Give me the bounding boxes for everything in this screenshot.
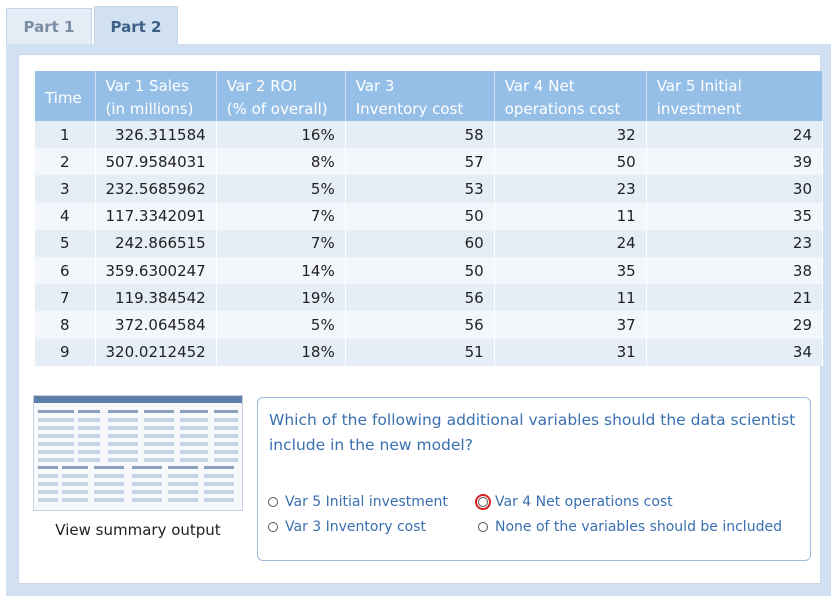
thumbnail-line	[132, 490, 162, 494]
table-row	[35, 284, 823, 311]
table-cell: 1	[35, 121, 95, 148]
thumbnail-line	[214, 450, 238, 454]
thumbnail-line	[62, 466, 88, 469]
table-cell: 18%	[216, 339, 345, 366]
thumbnail-line	[94, 474, 124, 478]
table-cell: 507.9584031	[95, 148, 216, 175]
table-cell: 56	[345, 284, 494, 311]
table-cell: 50	[345, 257, 494, 284]
table-cell: 21	[646, 284, 822, 311]
thumbnail-line	[62, 498, 88, 502]
thumbnail-line	[204, 482, 234, 486]
thumbnail-line	[168, 466, 198, 469]
thumbnail-line	[62, 474, 88, 478]
header-var3: Var 3 Inventory cost	[345, 71, 494, 121]
radio-button[interactable]	[268, 497, 278, 507]
table-row	[35, 257, 823, 284]
table-cell: 19%	[216, 284, 345, 311]
table-row	[35, 121, 823, 148]
table-cell: 11	[494, 284, 646, 311]
option-label: Var 5 Initial investment	[285, 494, 448, 510]
thumbnail-line	[108, 458, 138, 462]
table-cell: 359.6300247	[95, 257, 216, 284]
table-cell: 35	[646, 203, 822, 230]
table-cell: 39	[646, 148, 822, 175]
thumbnail-line	[204, 490, 234, 494]
thumbnail-line	[180, 442, 208, 446]
radio-button-selected[interactable]	[478, 497, 488, 507]
table-cell: 24	[646, 121, 822, 148]
thumbnail-line	[180, 458, 208, 462]
thumbnail-line	[38, 482, 58, 486]
thumbnail-line	[132, 474, 162, 478]
table-row	[35, 230, 823, 257]
thumbnail-line	[94, 482, 124, 486]
thumbnail-line	[144, 418, 174, 422]
table-row	[35, 175, 823, 202]
thumbnail-line	[108, 450, 138, 454]
thumbnail-line	[144, 450, 174, 454]
thumbnail-line	[94, 490, 124, 494]
thumbnail-line	[38, 498, 58, 502]
table-cell: 38	[646, 257, 822, 284]
table-cell: 5%	[216, 175, 345, 202]
table-cell: 16%	[216, 121, 345, 148]
table-header-row	[35, 71, 823, 121]
table-cell: 32	[494, 121, 646, 148]
thumbnail-line	[168, 482, 198, 486]
thumbnail-line	[108, 442, 138, 446]
thumbnail-line	[38, 458, 74, 462]
thumbnail-line	[214, 418, 238, 422]
table-cell: 56	[345, 311, 494, 338]
option-label: Var 3 Inventory cost	[285, 519, 426, 535]
header-var5: Var 5 Initial investment	[646, 71, 822, 121]
thumbnail-line	[38, 474, 58, 478]
table-cell: 119.384542	[95, 284, 216, 311]
table-cell: 2	[35, 148, 95, 175]
thumbnail-line	[144, 426, 174, 430]
thumbnail-line	[108, 410, 138, 413]
question-text: Which of the following additional variables should the data scientist include in the new model?	[269, 411, 796, 454]
table-cell: 31	[494, 339, 646, 366]
thumbnail-line	[144, 442, 174, 446]
table-cell: 320.0212452	[95, 339, 216, 366]
table-cell: 30	[646, 175, 822, 202]
table-cell: 9	[35, 339, 95, 366]
header-var1: Var 1 Sales (in millions)	[95, 71, 216, 121]
table-row	[35, 339, 823, 366]
content-area	[18, 54, 821, 584]
option-label: None of the variables should be included	[495, 519, 782, 535]
option-var3[interactable]	[268, 519, 426, 535]
tab-part-2[interactable]: Part 2	[94, 6, 178, 46]
thumbnail-title-bar	[34, 396, 242, 403]
tab-part-1[interactable]: Part 1	[6, 8, 92, 44]
thumbnail-line	[180, 410, 208, 413]
table-cell: 57	[345, 148, 494, 175]
thumbnail-line	[132, 466, 162, 469]
radio-button[interactable]	[478, 522, 488, 532]
thumbnail-line	[38, 410, 74, 413]
thumbnail-line	[214, 458, 238, 462]
table-cell: 7%	[216, 203, 345, 230]
header-var4: Var 4 Net operations cost	[494, 71, 646, 121]
thumbnail-line	[62, 482, 88, 486]
data-table	[35, 71, 823, 366]
table-row	[35, 203, 823, 230]
thumbnail-line	[168, 474, 198, 478]
thumbnail-line	[204, 474, 234, 478]
summary-output-thumbnail[interactable]	[33, 395, 243, 511]
thumbnail-line	[78, 434, 100, 438]
table-cell: 23	[646, 230, 822, 257]
table-cell: 53	[345, 175, 494, 202]
thumbnail-line	[38, 490, 58, 494]
option-none[interactable]	[478, 519, 782, 535]
thumbnail-line	[144, 458, 174, 462]
thumbnail-line	[78, 418, 100, 422]
table-cell: 50	[345, 203, 494, 230]
table-cell: 6	[35, 257, 95, 284]
table-cell: 7%	[216, 230, 345, 257]
thumbnail-line	[108, 426, 138, 430]
thumbnail-line	[204, 466, 234, 469]
table-cell: 8	[35, 311, 95, 338]
table-cell: 4	[35, 203, 95, 230]
tab-bar	[6, 6, 178, 44]
thumbnail-line	[38, 426, 74, 430]
thumbnail-line	[132, 498, 162, 502]
table-cell: 3	[35, 175, 95, 202]
thumbnail-line	[214, 434, 238, 438]
thumbnail-line	[214, 442, 238, 446]
table-cell: 11	[494, 203, 646, 230]
table-cell: 372.064584	[95, 311, 216, 338]
table-cell: 60	[345, 230, 494, 257]
thumbnail-line	[62, 490, 88, 494]
thumbnail-line	[214, 410, 238, 413]
thumbnail-line	[78, 410, 100, 413]
option-label: Var 4 Net operations cost	[495, 494, 673, 510]
thumbnail-line	[78, 426, 100, 430]
table-cell: 50	[494, 148, 646, 175]
table-cell: 5%	[216, 311, 345, 338]
thumbnail-line	[78, 442, 100, 446]
table-cell: 242.866515	[95, 230, 216, 257]
content-panel	[6, 44, 831, 596]
table-cell: 51	[345, 339, 494, 366]
thumbnail-line	[38, 466, 58, 469]
table-cell: 8%	[216, 148, 345, 175]
thumbnail-line	[214, 426, 238, 430]
thumbnail-line	[180, 450, 208, 454]
option-var4[interactable]	[478, 494, 673, 510]
question-box	[257, 397, 811, 561]
table-cell: 34	[646, 339, 822, 366]
thumbnail-line	[180, 434, 208, 438]
thumbnail-line	[38, 450, 74, 454]
thumbnail-line	[168, 490, 198, 494]
table-cell: 326.311584	[95, 121, 216, 148]
thumbnail-line	[38, 434, 74, 438]
option-var5[interactable]	[268, 494, 448, 510]
thumbnail-line	[94, 466, 124, 469]
thumbnail-line	[168, 498, 198, 502]
header-time: Time	[35, 71, 95, 121]
table-cell: 14%	[216, 257, 345, 284]
thumbnail-line	[78, 458, 100, 462]
thumbnail-line	[38, 442, 74, 446]
table-cell: 5	[35, 230, 95, 257]
table-cell: 58	[345, 121, 494, 148]
thumbnail-line	[204, 498, 234, 502]
thumbnail-line	[180, 418, 208, 422]
table-row	[35, 148, 823, 175]
table-cell: 29	[646, 311, 822, 338]
table-cell: 232.5685962	[95, 175, 216, 202]
table-cell: 117.3342091	[95, 203, 216, 230]
thumbnail-line	[180, 426, 208, 430]
table-cell: 24	[494, 230, 646, 257]
thumbnail-line	[132, 482, 162, 486]
thumbnail-line	[78, 450, 100, 454]
summary-output-link[interactable]: View summary output	[55, 521, 221, 539]
thumbnail-line	[144, 410, 174, 413]
table-cell: 37	[494, 311, 646, 338]
thumbnail-line	[108, 434, 138, 438]
table-cell: 23	[494, 175, 646, 202]
thumbnail-line	[108, 418, 138, 422]
thumbnail-line	[38, 418, 74, 422]
table-cell: 7	[35, 284, 95, 311]
header-var2: Var 2 ROI (% of overall)	[216, 71, 345, 121]
thumbnail-line	[144, 434, 174, 438]
radio-button[interactable]	[268, 522, 278, 532]
thumbnail-line	[94, 498, 124, 502]
table-cell: 35	[494, 257, 646, 284]
table-row	[35, 311, 823, 338]
